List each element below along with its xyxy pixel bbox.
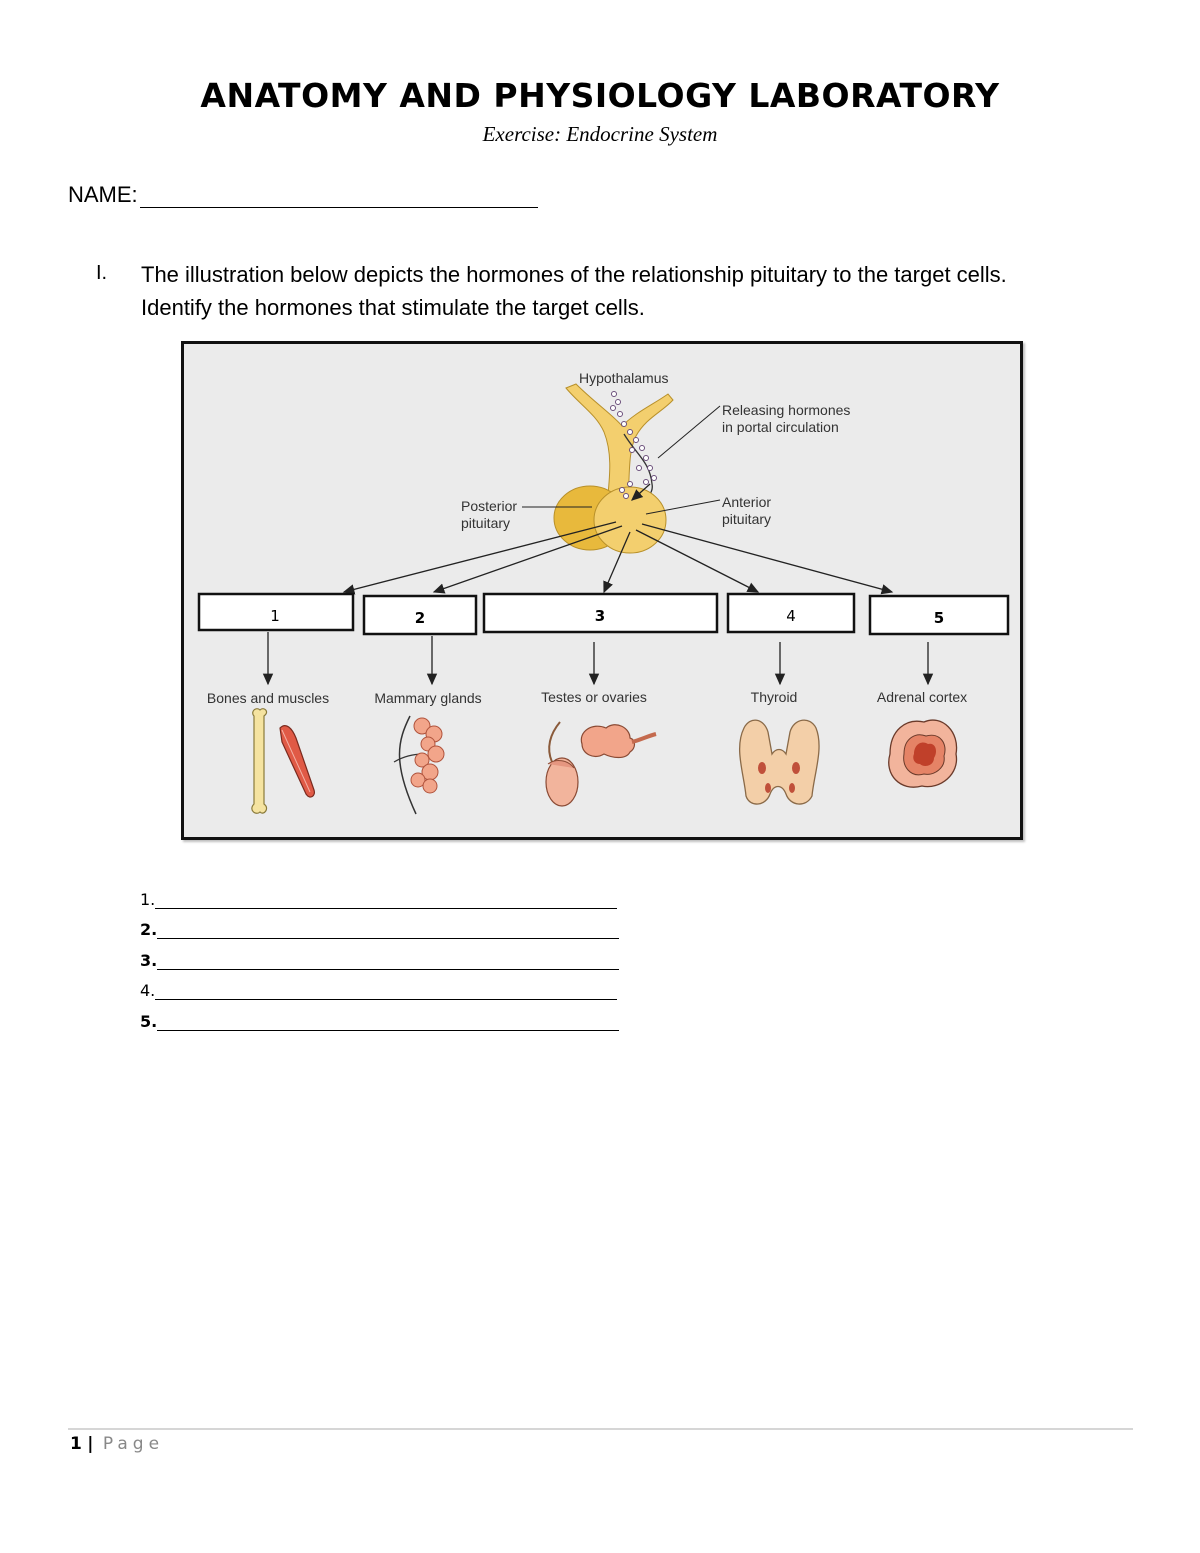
answer-row[interactable]: [140, 909, 619, 940]
answer-row[interactable]: [140, 939, 619, 970]
pituitary-diagram: [181, 341, 1023, 840]
label-anterior-2: pituitary: [722, 511, 772, 527]
label-hypothalamus: Hypothalamus: [579, 370, 669, 386]
target-thyroid: Thyroid: [750, 689, 798, 705]
exercise-subtitle: Exercise: Endocrine System: [482, 122, 718, 146]
name-label: NAME:: [68, 182, 138, 207]
box-label-4: 4: [786, 607, 796, 625]
box-label-3: 3: [594, 607, 606, 625]
target-gonads: Testes or ovaries: [541, 689, 647, 705]
label-posterior-1: Posterior: [461, 498, 518, 514]
page-separator: |: [87, 1434, 94, 1454]
answer-list: [140, 878, 619, 1031]
answer-blank-3[interactable]: [157, 953, 619, 970]
footer-divider: [68, 1428, 1133, 1430]
bone-muscle-drawing: [252, 709, 315, 814]
answer-number: 2.: [140, 920, 158, 939]
mammary-drawing: [394, 716, 444, 814]
page-title: ANATOMY AND PHYSIOLOGY LABORATORY: [200, 76, 1000, 115]
question-text: [141, 258, 1101, 324]
name-field[interactable]: [68, 182, 538, 208]
page-word: Page: [102, 1434, 165, 1454]
gonads-drawing: [546, 722, 656, 806]
page-footer: [70, 1434, 164, 1454]
box-label-2: 2: [414, 609, 426, 627]
answer-row[interactable]: [140, 878, 619, 909]
box-label-1: 1: [270, 607, 280, 625]
box-label-5: 5: [933, 609, 945, 627]
answer-blank-1[interactable]: [155, 892, 617, 909]
label-posterior-2: pituitary: [461, 515, 511, 531]
thyroid-drawing: [740, 720, 819, 804]
answer-row[interactable]: [140, 1000, 619, 1031]
name-blank[interactable]: [140, 187, 538, 208]
answer-blank-4[interactable]: [155, 983, 617, 1000]
diagram-svg: [184, 344, 1020, 837]
hypothalamus-illustration: [522, 384, 720, 553]
answer-row[interactable]: [140, 970, 619, 1001]
page-number: 1: [70, 1434, 82, 1454]
target-arrows: [268, 632, 928, 684]
answer-blank-2[interactable]: [157, 922, 619, 939]
target-adrenal: Adrenal cortex: [876, 689, 968, 705]
answer-number: 1.: [140, 889, 156, 909]
answer-number: 4.: [140, 981, 156, 1000]
label-releasing-2: in portal circulation: [722, 419, 839, 435]
answer-number: 3.: [140, 950, 158, 970]
question-line-2: Identify the hormones that stimulate the target cells.: [141, 295, 645, 320]
label-anterior-1: Anterior: [722, 494, 772, 510]
label-releasing-1: Releasing hormones: [722, 402, 851, 418]
adrenal-drawing: [889, 720, 957, 787]
target-mammary: Mammary glands: [374, 690, 482, 706]
answer-number: 5.: [140, 1011, 158, 1031]
target-bones-muscles: Bones and muscles: [206, 690, 330, 706]
question-line-1: The illustration below depicts the hormones of the relationship pituitary to the target cells.: [141, 262, 1007, 287]
question-number: I.: [96, 262, 108, 284]
answer-blank-5[interactable]: [157, 1014, 619, 1031]
